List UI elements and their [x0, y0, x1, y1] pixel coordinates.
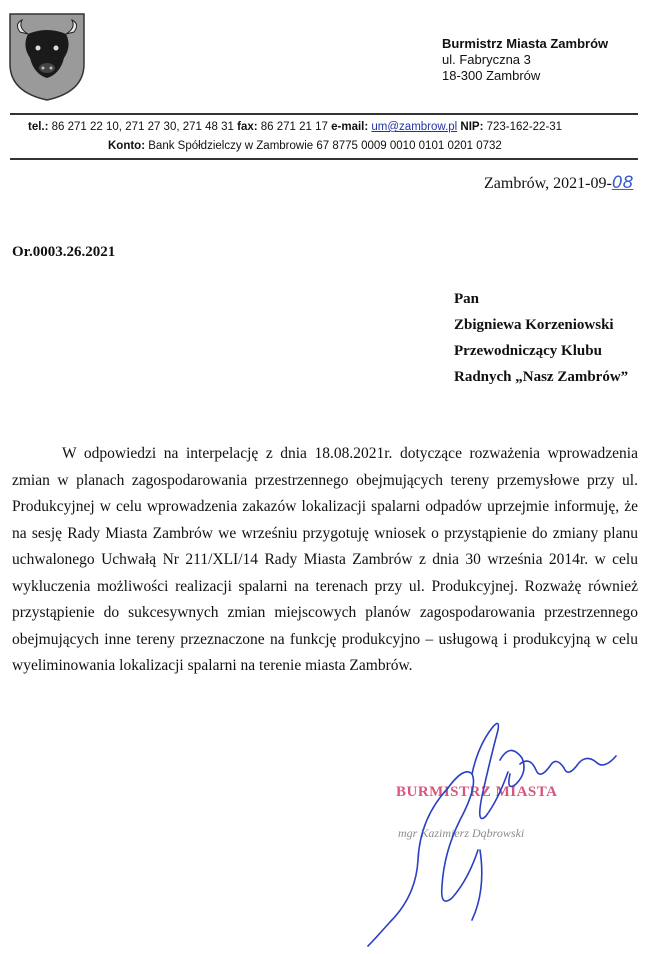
addressee-line: Radnych „Nasz Zambrów” [454, 369, 629, 385]
header-divider-bottom [10, 158, 638, 160]
reference-number: Or.0003.26.2021 [12, 244, 116, 260]
fax-label: fax: [237, 121, 258, 133]
addressee-line: Przewodniczący Klubu [454, 343, 602, 359]
tel-label: tel.: [28, 121, 49, 133]
contact-line [28, 120, 562, 134]
nip-label: NIP: [460, 121, 484, 133]
sender-city: 18-300 Zambrów [442, 68, 541, 83]
email-label: e-mail: [331, 121, 369, 133]
stamp-name: mgr Kazimierz Dąbrowski [398, 826, 525, 840]
addressee-block [454, 286, 628, 390]
date-line [484, 173, 633, 193]
stamp-title: BURMISTRZ MIASTA [396, 784, 558, 800]
handwritten-signature [360, 700, 630, 950]
nip-value: 723-162-22-31 [486, 121, 563, 133]
tel-value: 86 271 22 10, 271 27 30, 271 48 31 [51, 121, 234, 133]
sender-block [442, 36, 608, 84]
sender-street: ul. Fabryczna 3 [442, 52, 531, 67]
addressee-line: Pan [454, 291, 480, 307]
bank-line [108, 139, 502, 153]
fax-value: 86 271 21 17 [260, 121, 328, 133]
email-link[interactable]: um@zambrow.pl [371, 121, 458, 133]
date-day-handwritten: 08 [611, 173, 634, 193]
letter-body: W odpowiedzi na interpelację z dnia 18.08.2021r. dotyczące rozważenia wprowadzenia zmian w planach zagospodarowania przestrzennego obejmujących tereny przemysłowe przy ul. Produkcyjnej w celu wprowadzenia zakazów lokalizacji spalarni odpadów uprzejmie informuję, że na sesję Rady Miasta Zambrów we wrześniu przygotuję wniosek o przystąpienie do zmiany planu uchwalonego Uchwałą Nr 211/XLI/14 Rady Miasta Zambrów z dnia 30 września 2014r. w celu wykluczenia możliwości realizacji spalarni na terenach przy ul. Produkcyjnej. Rozważę również przystąpienie do sukcesywnych zmian miejscowych planów zagospodarowania przestrzennego obejmujących inne tereny przeznaczone na funkcję produkcyjno – usługową i produkcyjną w celu wyeliminowania lokalizacji spalarni na terenie miasta Zambrów. [12, 445, 638, 674]
bison-coat-of-arms-icon [8, 12, 86, 102]
bank-value: Bank Spółdzielczy w Zambrowie 67 8775 0009 0010 0101 0201 0732 [148, 140, 502, 152]
header-divider-top [10, 113, 638, 115]
sender-name: Burmistrz Miasta Zambrów [442, 36, 609, 51]
addressee-line: Zbigniewa Korzeniowski [454, 317, 614, 333]
date-prefix: Zambrów, 2021-09- [484, 175, 612, 192]
bank-label: Konto: [108, 140, 146, 152]
